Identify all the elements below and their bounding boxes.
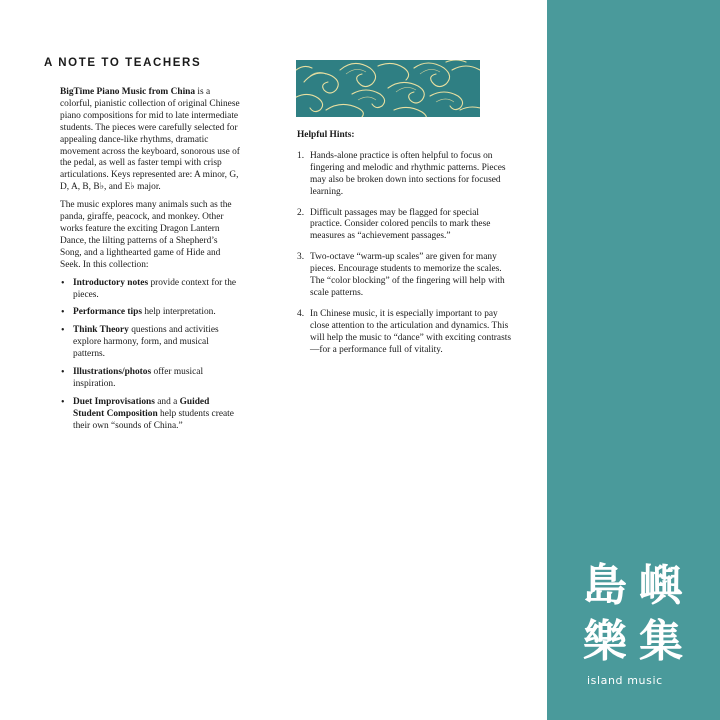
list-item xyxy=(297,252,512,300)
animals-paragraph: The music explores many animals such as the panda, giraffe, peacock, and monkey. Other works feature the exciting Dragon Lantern Dance, the lilting patterns of a Shepherd’s Song, and a lighthearted game of Hide and Seek. In this collection: xyxy=(60,200,232,270)
left-column xyxy=(60,87,240,439)
helpful-hints-title: Helpful Hints: xyxy=(297,130,355,140)
list-item xyxy=(60,367,240,391)
list-item xyxy=(60,278,240,302)
cloud-pattern-icon xyxy=(296,60,480,117)
logo-subtitle: island music xyxy=(587,674,663,687)
feature-name: Performance tips xyxy=(73,307,142,318)
feature-text: and a xyxy=(154,396,180,407)
page-heading: A NOTE TO TEACHERS xyxy=(44,57,202,69)
hint-number: 4. xyxy=(297,308,305,319)
hint-text: Hands-alone practice is often helpful to focus on fingering and melodic and rhythmic patterns. Pieces may also be broken down into sections for focused learning. xyxy=(310,150,506,197)
list-item xyxy=(297,309,512,357)
cloud-pattern-banner xyxy=(296,60,480,117)
list-item xyxy=(60,397,240,433)
feature-name: Guided Student Composition xyxy=(73,396,210,419)
feature-text: questions and activities explore harmony, form, and musical patterns. xyxy=(73,325,219,360)
list-item xyxy=(60,307,240,319)
hint-number: 1. xyxy=(297,150,305,161)
hint-text: In Chinese music, it is especially important to pay close attention to the articulation and dynamics. This will help the music to “dance” with exciting contrasts—for a performance full of vitality. xyxy=(310,308,511,355)
right-column xyxy=(297,130,512,366)
feature-text: help interpretation. xyxy=(142,307,216,318)
intro-text: is a colorful, pianistic collection of original Chinese piano compositions for mid to late intermediate students. The pieces were carefully selected for appealing dance-like rhythms, dramatic movement across the keyboard, sonorous use of the pedal, as well as faster tempi with crisp articulations. Keys represented are: A minor, G, D, A, B, B♭, and E♭ major. xyxy=(60,87,240,193)
hint-text: Two-octave “warm-up scales” are given for many pieces. Encourage students to memorize the scales. The “color blocking” of the fingering will help with scale patterns. xyxy=(310,252,505,298)
hint-text: Difficult passages may be flagged for special practice. Consider colored pencils to mark these measures as “achievement passages.” xyxy=(310,207,491,242)
list-item xyxy=(60,325,240,361)
feature-name: Illustrations/photos xyxy=(73,367,152,378)
features-list xyxy=(60,278,240,433)
intro-paragraph xyxy=(60,87,240,194)
feature-text: help students create their own “sounds of China.” xyxy=(73,408,234,431)
logo-char: 樂 xyxy=(583,616,627,667)
logo-char: 嶼 xyxy=(639,560,683,611)
book-title: BigTime Piano Music from China xyxy=(60,87,196,97)
list-item xyxy=(297,208,512,244)
hint-number: 2. xyxy=(297,207,305,218)
feature-text: provide context for the pieces. xyxy=(73,277,237,300)
feature-name: Duet Improvisations xyxy=(73,396,155,407)
hint-number: 3. xyxy=(297,252,305,263)
feature-name: Introductory notes xyxy=(73,277,149,288)
feature-text: offer musical inspiration. xyxy=(73,367,204,389)
island-music-logo xyxy=(583,560,693,690)
hints-list xyxy=(297,151,512,357)
list-item xyxy=(297,151,512,199)
logo-char: 島 xyxy=(583,560,627,611)
feature-name: Think Theory xyxy=(73,325,129,336)
logo-char: 集 xyxy=(639,616,683,667)
